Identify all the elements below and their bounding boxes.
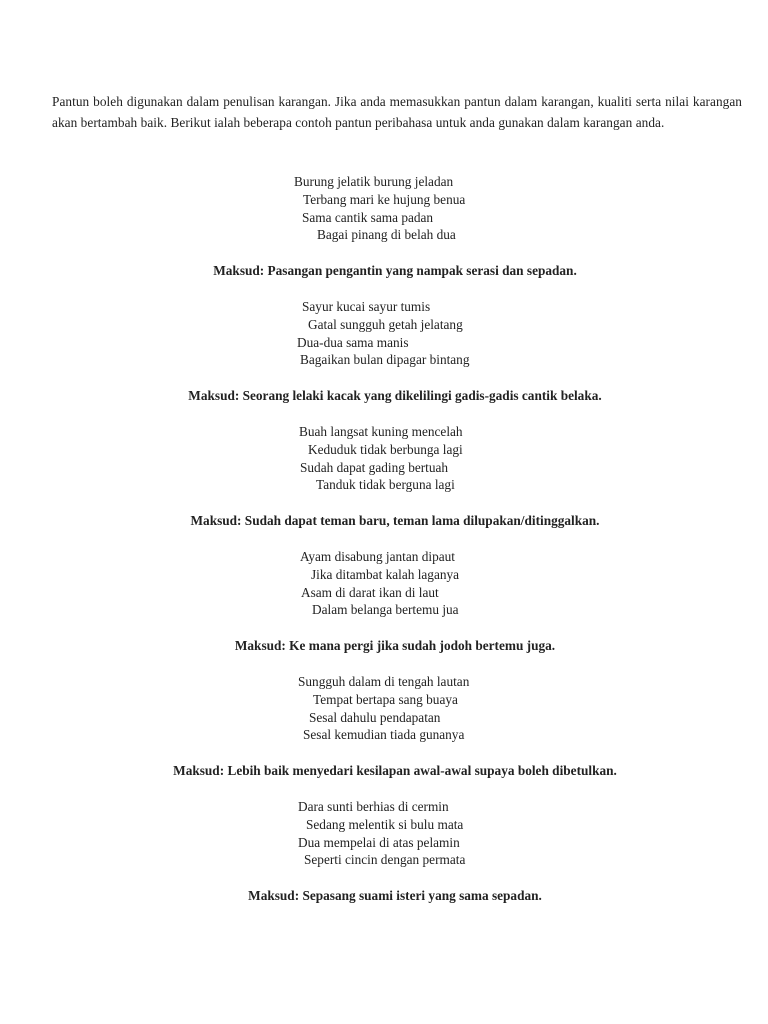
pantun-verse [294, 173, 465, 244]
maksud-line: Maksud: Seorang lelaki kacak yang dikelilingi gadis-gadis cantik belaka. [188, 388, 602, 403]
pantun-line: Sedang melentik si bulu mata [306, 816, 464, 832]
pantun-line: Bagaikan bulan dipagar bintang [300, 352, 470, 368]
pantun-line: Sayur kucai sayur tumis [302, 299, 431, 314]
pantun-line: Sudah dapat gading bertuah [300, 459, 449, 475]
pantun-line: Buah langsat kuning mencelah [299, 424, 463, 439]
pantun-verse [298, 673, 469, 744]
pantun-verse [297, 298, 469, 369]
maksud-line: Maksud: Sudah dapat teman baru, teman lama dilupakan/ditinggalkan. [190, 513, 600, 528]
pantun-verse [298, 798, 465, 869]
pantun-verse [300, 548, 459, 619]
pantun-line: Dua mempelai di atas pelamin [298, 834, 460, 850]
pantun-verse [299, 423, 463, 494]
pantun-line: Dara sunti berhias di cermin [298, 799, 449, 814]
pantun-line: Tempat bertapa sang buaya [313, 691, 458, 707]
pantun-line: Sesal kemudian tiada gunanya [303, 727, 465, 743]
pantun-line: Sesal dahulu pendapatan [309, 709, 441, 725]
pantun-line: Asam di darat ikan di laut [301, 584, 439, 600]
pantun-line: Terbang mari ke hujung benua [303, 191, 466, 207]
pantun-line: Sama cantik sama padan [302, 209, 434, 225]
pantun-line: Burung jelatik burung jeladan [294, 174, 454, 189]
pantun-line: Ayam disabung jantan dipaut [300, 549, 455, 564]
pantun-line: Bagai pinang di belah dua [317, 227, 456, 243]
pantun-line: Jika ditambat kalah laganya [311, 566, 460, 582]
pantun-line: Dua-dua sama manis [297, 334, 409, 350]
pantun-line: Gatal sungguh getah jelatang [308, 316, 463, 332]
maksud-line: Maksud: Lebih baik menyedari kesilapan awal-awal supaya boleh dibetulkan. [173, 763, 617, 778]
maksud-line: Maksud: Pasangan pengantin yang nampak serasi dan sepadan. [213, 263, 577, 278]
maksud-line: Maksud: Ke mana pergi jika sudah jodoh bertemu juga. [234, 638, 556, 653]
pantun-line: Keduduk tidak berbunga lagi [308, 441, 463, 457]
pantun-line: Seperti cincin dengan permata [304, 852, 466, 868]
pantun-line: Tanduk tidak berguna lagi [316, 477, 455, 493]
pantun-line: Sungguh dalam di tengah lautan [298, 674, 470, 689]
intro-paragraph: Pantun boleh digunakan dalam penulisan karangan. Jika anda memasukkan pantun dalam karangan, kualiti serta nilai karangan akan bertambah baik. Berikut ialah beberapa contoh pantun peribahasa untuk anda gunakan dalam karangan anda. [52, 94, 742, 130]
maksud-line: Maksud: Sepasang suami isteri yang sama sepadan. [248, 888, 542, 903]
pantun-line: Dalam belanga bertemu jua [312, 602, 459, 618]
